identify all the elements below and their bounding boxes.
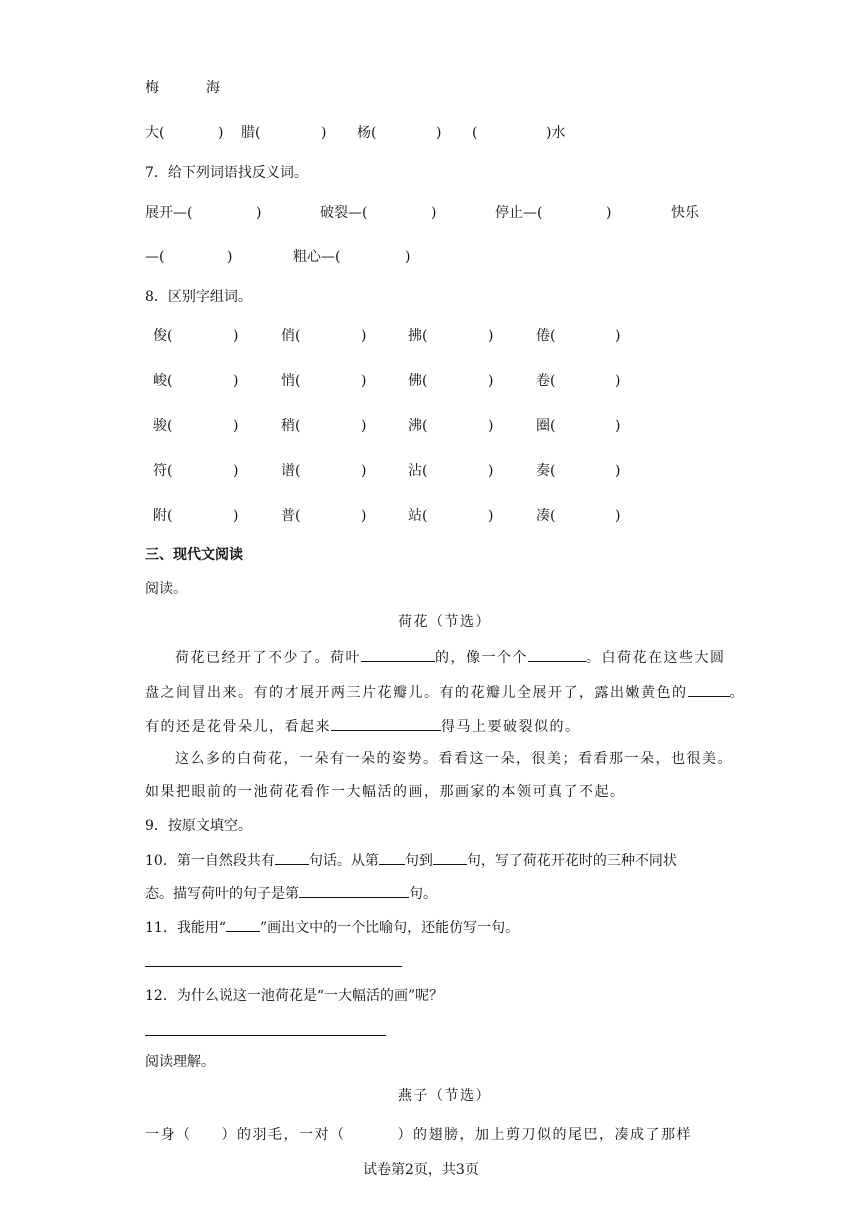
char-item: 稍(	[281, 418, 301, 434]
char-close: )	[361, 508, 367, 524]
section-heading: 三、现代文阅读	[145, 547, 243, 563]
fill-shui-close: )水	[546, 125, 566, 141]
char-close: )	[615, 373, 621, 389]
question-number: 10．	[145, 853, 177, 869]
char-close: )	[488, 328, 494, 344]
char-close: )	[615, 328, 621, 344]
question-10-cont: 态。描写荷叶的句子是第 句。	[145, 883, 437, 904]
char-item: 符(	[153, 463, 173, 479]
char-item: 骏(	[153, 418, 173, 434]
char-close: )	[361, 373, 367, 389]
char-item: 站(	[408, 508, 428, 524]
instruction-read: 阅读。	[145, 581, 187, 597]
char-close: )	[361, 418, 367, 434]
page-footer: 试卷第2页，共3页	[363, 1162, 479, 1178]
char-item: 倦(	[536, 328, 556, 344]
antonym-kuaile: 快乐	[671, 205, 699, 221]
char-item: 沸(	[408, 418, 428, 434]
antonym-close: )	[606, 205, 612, 221]
char-item: 奏(	[536, 463, 556, 479]
passage-line: 一身（ ）的羽毛，一对（ ）的翅膀，加上剪刀似的尾巴，凑成了那样	[145, 1127, 692, 1143]
passage-title: 燕子（节选）	[398, 1088, 491, 1104]
char-item: 佛(	[408, 373, 428, 389]
antonym-zhankai: 展开—(	[145, 205, 193, 221]
char-close: )	[615, 463, 621, 479]
antonym-close: )	[256, 205, 262, 221]
fill-blank[interactable]	[275, 850, 309, 865]
question-number: 9．	[145, 818, 168, 834]
char-close: )	[488, 373, 494, 389]
antonym-tingzhi: 停止—(	[495, 205, 543, 221]
question-number: 12．	[145, 988, 177, 1004]
question-12	[145, 986, 443, 1006]
fill-blank[interactable]	[226, 917, 260, 932]
antonym-cuxin: 粗心—(	[293, 249, 341, 265]
char-item: 附(	[153, 508, 173, 524]
char-item: 卷(	[536, 373, 556, 389]
fill-blank[interactable]	[361, 647, 435, 662]
char-close: )	[233, 373, 239, 389]
fill-da-open: 大(	[145, 125, 165, 141]
char-item: 拂(	[408, 328, 428, 344]
question-9	[145, 816, 252, 836]
char-item: 谱(	[281, 463, 301, 479]
char-close: )	[488, 463, 494, 479]
fill-shui-open: (	[472, 125, 478, 141]
fill-da-close: )	[218, 125, 224, 141]
char-item: 普(	[281, 508, 301, 524]
char-close: )	[488, 418, 494, 434]
passage-title: 荷花（节选）	[398, 614, 491, 630]
passage-line: 这么多的白荷花，一朵有一朵的姿势。看看这一朵，很美；看看那一朵，也很美。	[175, 751, 733, 767]
antonym-kuaile-blank: —(	[145, 249, 165, 265]
fill-blank[interactable]	[331, 716, 441, 731]
fill-blank[interactable]	[299, 883, 409, 898]
fill-yang-open: 杨(	[357, 125, 377, 141]
char-close: )	[361, 463, 367, 479]
question-number: 7．	[145, 165, 168, 181]
char-item: 悄(	[281, 373, 301, 389]
char-close: )	[488, 508, 494, 524]
word-hai: 海	[206, 80, 220, 96]
question-10: 10．第一自然段共有 句话。从第 句到 句，写了荷花开花时的三种不同状	[145, 850, 677, 871]
antonym-polie: 破裂—(	[320, 205, 368, 221]
char-close: )	[615, 418, 621, 434]
question-text: 为什么说这一池荷花是“一大幅活的画”呢？	[176, 988, 444, 1004]
question-text: 按原文填空。	[167, 818, 252, 834]
antonym-close: )	[227, 249, 233, 265]
char-close: )	[361, 328, 367, 344]
antonym-close: )	[405, 249, 411, 265]
char-item: 沾(	[408, 463, 428, 479]
char-close: )	[233, 508, 239, 524]
question-11: 11．我能用“ ”画出文中的一个比喻句，还能仿写一句。	[145, 917, 519, 938]
char-item: 俊(	[153, 328, 173, 344]
fill-la-open: 腊(	[241, 125, 261, 141]
fill-yang-close: )	[436, 125, 442, 141]
passage-line: 有的还是花骨朵儿，看起来 得马上要破裂似的。	[145, 716, 581, 737]
fill-blank[interactable]	[688, 682, 730, 697]
passage-line: 荷花已经开了不少了。荷叶 的，像一个个 。白荷花在这些大圆	[175, 647, 726, 668]
question-number: 11．	[145, 920, 177, 936]
answer-line[interactable]	[145, 966, 402, 967]
char-close: )	[233, 463, 239, 479]
fill-blank[interactable]	[433, 850, 467, 865]
char-item: 凑(	[536, 508, 556, 524]
char-item: 俏(	[281, 328, 301, 344]
question-text: 区别字组词。	[167, 289, 252, 305]
passage-line: 盘之间冒出来。有的才展开两三片花瓣儿。有的花瓣儿全展开了，露出嫩黄色的 。	[145, 682, 745, 703]
fill-la-close: )	[321, 125, 327, 141]
instruction-read: 阅读理解。	[145, 1054, 215, 1070]
fill-blank[interactable]	[379, 850, 405, 865]
answer-line[interactable]	[145, 1035, 386, 1036]
char-close: )	[233, 328, 239, 344]
char-close: )	[233, 418, 239, 434]
question-8	[145, 287, 252, 307]
question-number: 8．	[145, 289, 168, 305]
fill-blank[interactable]	[528, 647, 586, 662]
char-item: 圈(	[536, 418, 556, 434]
char-item: 峻(	[153, 373, 173, 389]
char-close: )	[615, 508, 621, 524]
question-7	[145, 163, 308, 183]
antonym-close: )	[431, 205, 437, 221]
passage-line: 如果把眼前的一池荷花看作一大幅活的画，那画家的本领可真了不起。	[145, 784, 626, 800]
word-mei: 梅	[145, 80, 159, 96]
question-text: 给下列词语找反义词。	[167, 165, 308, 181]
